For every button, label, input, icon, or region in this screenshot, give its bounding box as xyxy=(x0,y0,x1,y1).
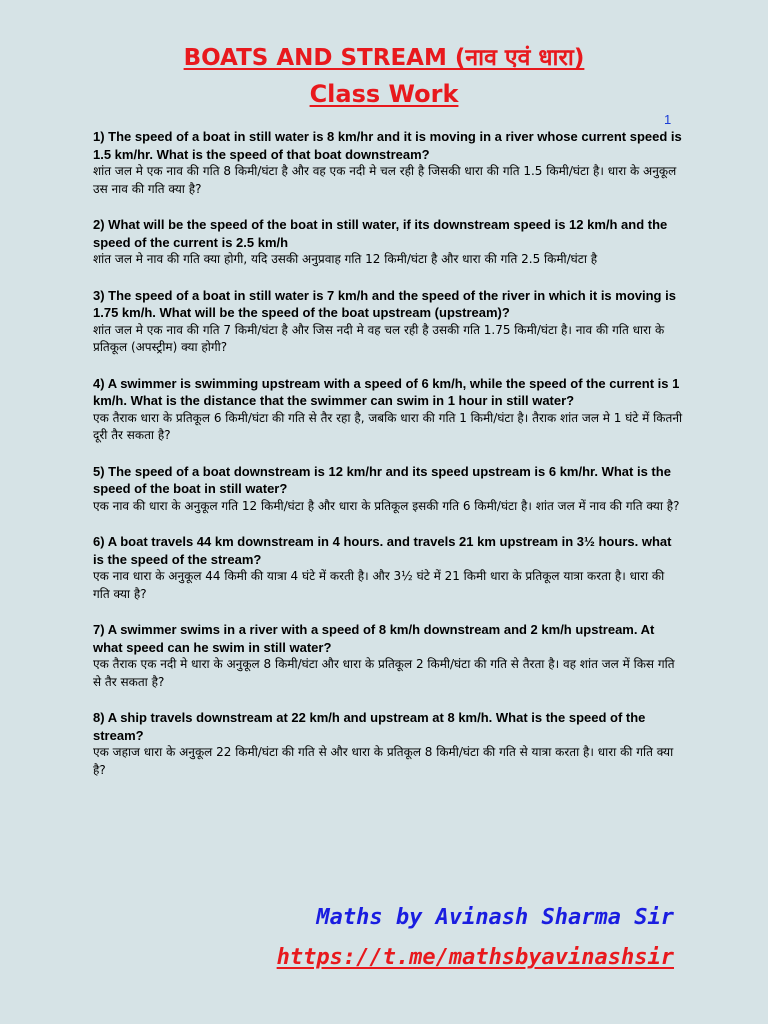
question-text-hindi: शांत जल मे एक नाव की गति 8 किमी/घंटा है और वह एक नदी मे चल रही है जिसकी धारा की गति 1.5 किमी/घंटा है। धारा के अनुकूल उस नाव की गति क्या है? xyxy=(93,164,677,196)
question-list xyxy=(93,128,683,797)
document-subtitle: Class Work xyxy=(309,80,459,108)
document-title: BOATS AND STREAM (नाव एवं धारा) xyxy=(183,45,585,71)
question-text-english: 7) A swimmer swims in a river with a speed of 8 km/h downstream and 2 km/h upstream. At what speed can he swim in still water? xyxy=(93,622,655,655)
question-3 xyxy=(93,287,683,357)
question-2 xyxy=(93,216,683,269)
question-text-english: 4) A swimmer is swimming upstream with a speed of 6 km/h, while the speed of the current is 1 km/h. What is the distance that the swimmer can swim in 1 hour in still water? xyxy=(93,375,680,408)
question-text-hindi: एक तैराक एक नदी मे धारा के अनुकूल 8 किमी/घंटा और धारा के प्रतिकूल 2 किमी/घंटा की गति से तैरता है। वह शांत जल में किस गति से तैर सकता है? xyxy=(93,657,675,689)
question-text-english: 6) A boat travels 44 km downstream in 4 hours. and travels 21 km upstream in 3½ hours. what is the speed of the stream? xyxy=(93,534,672,567)
question-7 xyxy=(93,621,683,691)
question-text-hindi: एक नाव धारा के अनुकूल 44 किमी की यात्रा 4 घंटे में करती है। और 3½ घंटे में 21 किमी धारा के प्रतिकूल यात्रा करता है। धारा की गति क्या है? xyxy=(93,569,665,601)
question-text-hindi: एक तैराक धारा के प्रतिकूल 6 किमी/घंटा की गति से तैर रहा है, जबकि धारा की गति 1 किमी/घंटा है। तैराक शांत जल मे 1 घंटे में कितनी दूरी तैर सकता है? xyxy=(93,410,683,442)
question-6 xyxy=(93,533,683,603)
page-number: 1 xyxy=(664,112,672,127)
question-4 xyxy=(93,375,683,445)
question-text-hindi: शांत जल मे नाव की गति क्या होगी, यदि उसकी अनुप्रवाह गति 12 किमी/घंटा है और धारा की गति 2.5 किमी/घंटा है xyxy=(93,252,598,266)
telegram-link[interactable]: https://t.me/mathsbyavinashsir xyxy=(276,945,674,970)
question-text-hindi: एक जहाज धारा के अनुकूल 22 किमी/घंटा की गति से और धारा के प्रतिकूल 8 किमी/घंटा की गति से यात्रा करता है। धारा की गति क्या है? xyxy=(93,745,674,777)
question-text-hindi: एक नाव की धारा के अनुकूल गति 12 किमी/घंटा है और धारा के प्रतिकूल इसकी गति 6 किमी/घंटा है। शांत जल में नाव की गति क्या है? xyxy=(93,498,680,513)
author-credit: Maths by Avinash Sharma Sir xyxy=(316,905,674,930)
question-text-english: 8) A ship travels downstream at 22 km/h and upstream at 8 km/h. What is the speed of the stream? xyxy=(93,710,646,743)
question-text-english: 5) The speed of a boat downstream is 12 km/hr and its speed upstream is 6 km/hr. What is the speed of the boat in still water? xyxy=(93,463,671,496)
question-text-hindi: शांत जल मे एक नाव की गति 7 किमी/घंटा है और जिस नदी मे वह चल रही है उसकी गति 1.75 किमी/घंटा है। नाव की गति धारा के प्रतिकूल (अपस्ट्रीम) क्या होगी? xyxy=(93,322,665,354)
question-1 xyxy=(93,128,683,198)
question-text-english: 2) What will be the speed of the boat in still water, if its downstream speed is 12 km/h and the speed of the current is 2.5 km/h xyxy=(93,217,668,250)
question-text-english: 3) The speed of a boat in still water is 7 km/h and the speed of the river in which it is moving is 1.75 km/h. What will be the speed of the boat upstream (upstream)? xyxy=(93,287,676,320)
question-8 xyxy=(93,709,683,779)
question-text-english: 1) The speed of a boat in still water is 8 km/hr and it is moving in a river whose current speed is 1.5 km/hr. What is the speed of that boat downstream? xyxy=(93,129,682,162)
question-5 xyxy=(93,463,683,516)
